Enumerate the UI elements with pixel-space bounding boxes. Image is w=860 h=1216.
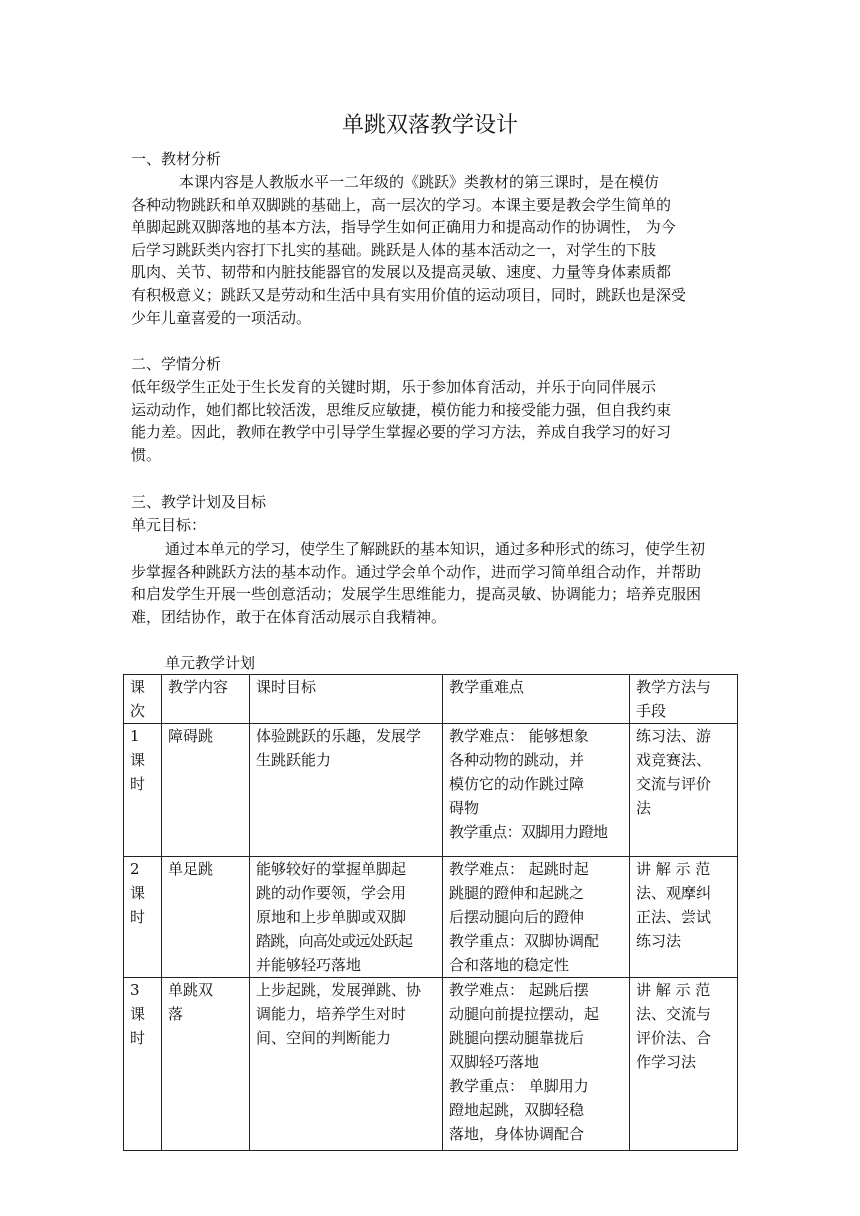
unit-plan-table (123, 674, 738, 1151)
paragraph-line: 和启发学生开展一些创意活动；发展学生思维能力，提高灵敏、协调能力；培养克服困 (131, 585, 702, 604)
cell-method: 讲 解 示 范 法、观摩纠 正法、尝试 练习法 (630, 857, 738, 978)
paragraph-line: 单脚起跳双脚落地的基本方法，指导学生如何正确用力和提高动作的协调性， 为今 (131, 218, 676, 237)
unit-goal-label: 单元目标： (131, 516, 207, 534)
cell-lesson: 2 课 时 (124, 857, 162, 978)
paragraph-line: 少年儿童喜爱的一项活动。 (131, 308, 312, 327)
paragraph-line: 低年级学生正处于生长发育的关键时期，乐于参加体育活动，并乐于向同伴展示 (131, 378, 657, 396)
section-heading-textbook-analysis: 一、教材分析 (131, 150, 222, 168)
table-caption: 单元教学计划 (165, 654, 256, 672)
paragraph-line: 运动动作，她们都比较活泼，思维反应敏捷，模仿能力和接受能力强，但自我约束 (131, 400, 672, 419)
header-cell-key-points: 教学重难点 (443, 675, 630, 724)
section-heading-student-analysis: 二、学情分析 (131, 355, 222, 373)
cell-key-points: 教学难点： 能够想象 各种动物的跳动，并 模仿它的动作跳过障 碍物 教学重点：双脚用力蹬地 (443, 724, 630, 857)
paragraph-line: 本课内容是人教版水平一二年级的《跳跃》类教材的第三课时，是在模仿 (179, 173, 660, 191)
table-row (124, 857, 738, 978)
section-heading-plan-goals: 三、教学计划及目标 (131, 493, 267, 511)
table-row (124, 978, 738, 1151)
cell-goal: 上步起跳，发展弹跳、协 调能力，培养学生对时 间、空间的判断能力 (250, 978, 443, 1151)
header-cell-content: 教学内容 (162, 675, 250, 724)
header-cell-lesson: 课 次 (124, 675, 162, 724)
page-title: 单跳双落教学设计 (341, 113, 518, 138)
header-cell-method: 教学方法与 手段 (630, 675, 738, 724)
paragraph-line: 有积极意义；跳跃又是劳动和生活中具有实用价值的运动项目，同时，跳跃也是深受 (131, 285, 687, 304)
paragraph-line: 通过本单元的学习，使学生了解跳跃的基本知识，通过多种形式的练习，使学生初 (165, 540, 706, 558)
cell-lesson: 3 课 时 (124, 978, 162, 1151)
cell-content: 单跳双 落 (162, 978, 250, 1151)
paragraph-line: 难，团结协作，敢于在体育活动展示自我精神。 (131, 607, 447, 626)
cell-content: 障碍跳 (162, 724, 250, 857)
paragraph-textbook-analysis (131, 171, 737, 329)
cell-lesson: 1 课 时 (124, 724, 162, 857)
paragraph-student-analysis (131, 376, 737, 466)
table-row (124, 724, 738, 857)
table-header-row (124, 675, 738, 724)
paragraph-line: 各种动物跳跃和单双脚跳的基础上，高一层次的学习。本课主要是教会学生简单的 (131, 195, 672, 214)
cell-key-points: 教学难点： 起跳时起 跳腿的蹬伸和起跳之 后摆动腿向后的蹬伸 教学重点：双脚协调配 合和落地的稳定性 (443, 857, 630, 978)
paragraph-line: 能力差。因此，教师在教学中引导学生掌握必要的学习方法，养成自我学习的好习 (131, 423, 672, 442)
header-cell-goal: 课时目标 (250, 675, 443, 724)
cell-goal: 体验跳跃的乐趣，发展学 生跳跃能力 (250, 724, 443, 857)
cell-key-points: 教学难点： 起跳后摆 动腿向前提拉摆动，起 跳腿向摆动腿靠拢后 双脚轻巧落地 教学重点： 单脚用力 蹬地起跳，双脚轻稳 落地，身体协调配合 (443, 978, 630, 1151)
cell-method: 讲 解 示 范 法、交流与 评价法、合 作学习法 (630, 978, 738, 1151)
paragraph-line: 后学习跳跃类内容打下扎实的基础。跳跃是人体的基本活动之一，对学生的下肢 (131, 240, 657, 259)
cell-goal: 能够较好的掌握单脚起 跳的动作要领，学会用 原地和上步单脚或双脚 踏跳，向高处或远处跃起 并能够轻巧落地 (250, 857, 443, 978)
paragraph-line: 肌肉、关节、韧带和内脏技能器官的发展以及提高灵敏、速度、力量等身体素质都 (131, 263, 672, 282)
paragraph-line: 步掌握各种跳跃方法的基本动作。通过学会单个动作，进而学习简单组合动作，并帮助 (131, 562, 702, 581)
cell-method: 练习法、游 戏竞赛法、 交流与评价 法 (630, 724, 738, 857)
cell-content: 单足跳 (162, 857, 250, 978)
paragraph-line: 惯。 (131, 445, 162, 464)
paragraph-unit-goals (131, 538, 737, 628)
